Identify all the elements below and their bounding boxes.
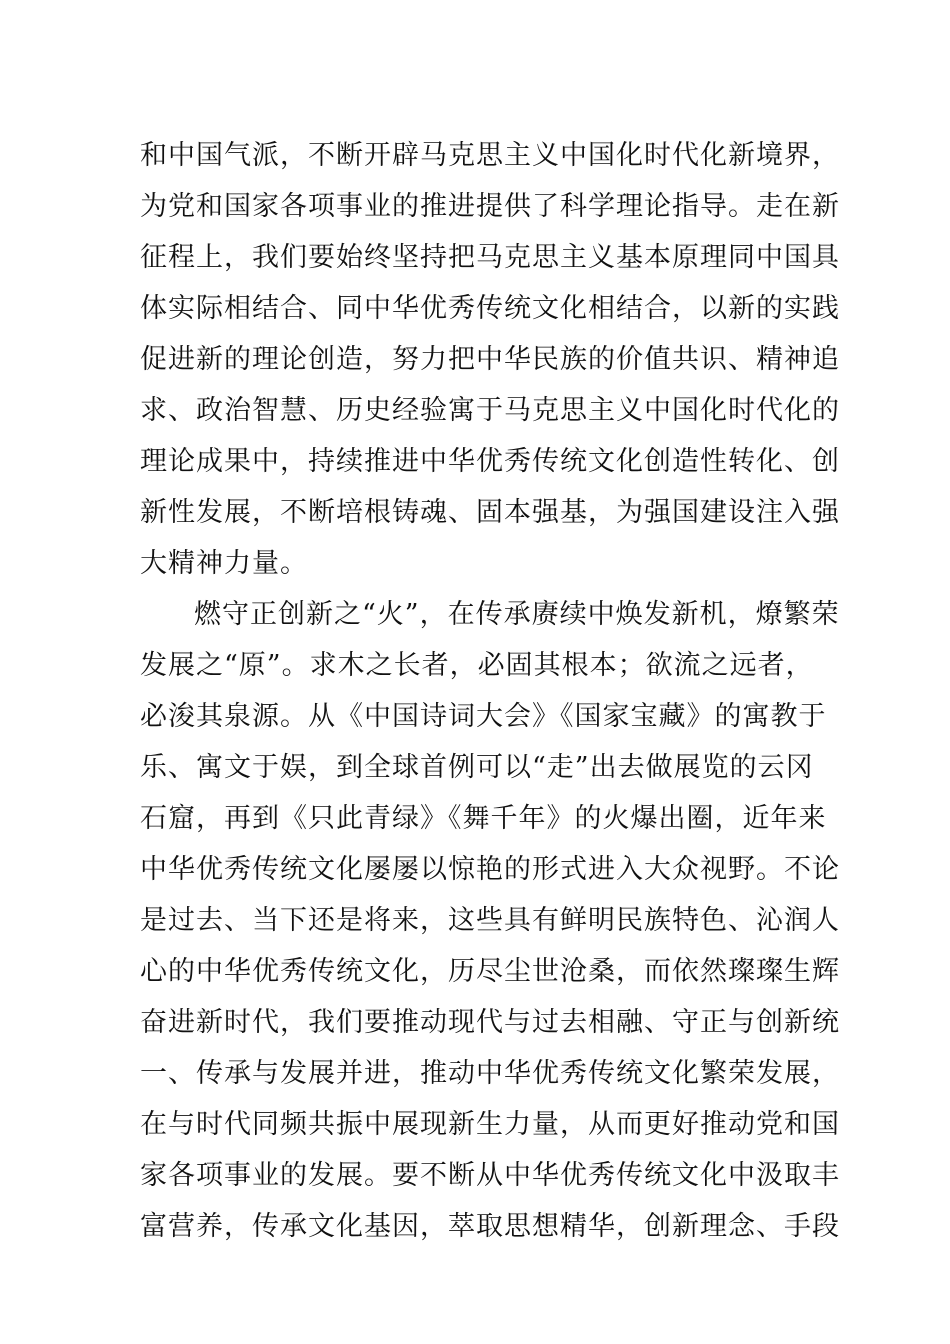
- text-line: 燃守正创新之“火”，在传承赓续中焕发新机，燎繁荣: [194, 599, 840, 630]
- text-line: 新性发展，不断培根铸魂、固本强基，为强国建设注入强: [140, 497, 840, 528]
- body-text: [140, 130, 840, 1252]
- text-line: 乐、寓文于娱，到全球首例可以“走”出去做展览的云冈: [140, 752, 814, 783]
- text-line: 理论成果中，持续推进中华优秀传统文化创造性转化、创: [140, 446, 840, 477]
- text-line: 在与时代同频共振中展现新生力量，从而更好推动党和国: [140, 1109, 840, 1140]
- text-line: 征程上，我们要始终坚持把马克思主义基本原理同中国具: [140, 242, 840, 273]
- text-line: 心的中华优秀传统文化，历尽尘世沧桑，而依然璨璨生辉: [140, 956, 840, 987]
- paragraph-2: [140, 589, 840, 1252]
- text-line: 一、传承与发展并进，推动中华优秀传统文化繁荣发展，: [140, 1058, 840, 1089]
- text-line: 为党和国家各项事业的推进提供了科学理论指导。走在新: [140, 191, 840, 222]
- text-line: 必浚其泉源。从《中国诗词大会》《国家宝藏》的寓教于: [140, 701, 827, 732]
- paragraph-1: [140, 130, 840, 589]
- text-line: 发展之“原”。求木之长者，必固其根本；欲流之远者，: [140, 650, 814, 681]
- text-line: 促进新的理论创造，努力把中华民族的价值共识、精神追: [140, 344, 840, 375]
- text-line: 体实际相结合、同中华优秀传统文化相结合，以新的实践: [140, 293, 840, 324]
- text-line: 大精神力量。: [140, 548, 308, 579]
- text-line: 和中国气派，不断开辟马克思主义中国化时代化新境界，: [140, 140, 840, 171]
- text-line: 奋进新时代，我们要推动现代与过去相融、守正与创新统: [140, 1007, 840, 1038]
- text-line: 石窟，再到《只此青绿》《舞千年》的火爆出圈，近年来: [140, 803, 827, 834]
- text-line: 富营养，传承文化基因，萃取思想精华，创新理念、手段: [140, 1211, 840, 1242]
- text-line: 家各项事业的发展。要不断从中华优秀传统文化中汲取丰: [140, 1160, 840, 1191]
- text-line: 是过去、当下还是将来，这些具有鲜明民族特色、沁润人: [140, 905, 840, 936]
- text-line: 求、政治智慧、历史经验寓于马克思主义中国化时代化的: [140, 395, 840, 426]
- text-line: 中华优秀传统文化屡屡以惊艳的形式进入大众视野。不论: [140, 854, 840, 885]
